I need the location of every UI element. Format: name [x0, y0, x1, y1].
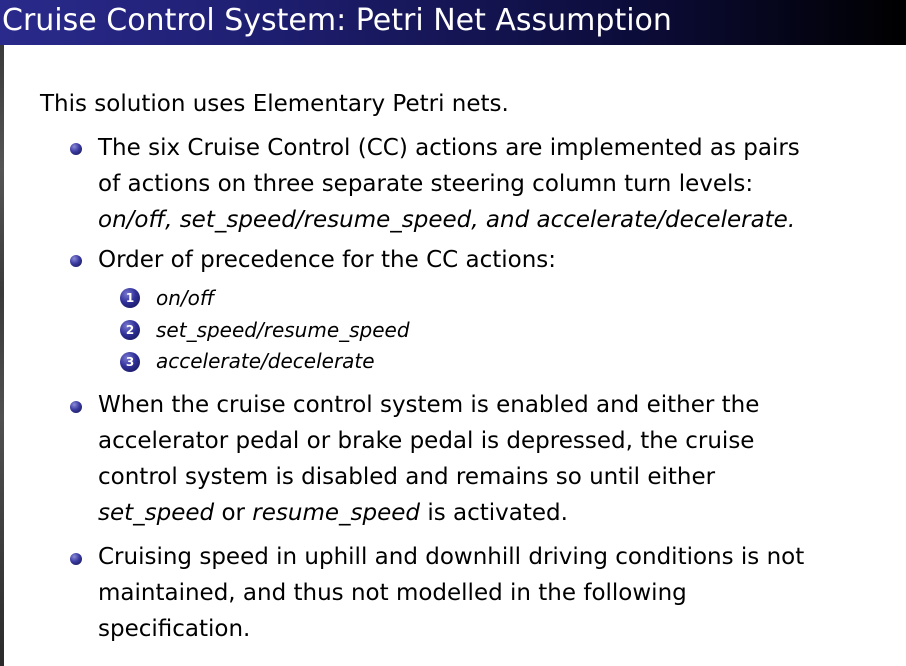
- bullet-line: When the cruise control system is enabled and either the: [98, 392, 760, 418]
- bullet-line: maintained, and thus not modelled in the following: [98, 580, 687, 606]
- bullet-dot-icon: [70, 401, 82, 413]
- bullet-line: on/off, set_speed/resume_speed, and accelerate/decelerate.: [98, 207, 796, 233]
- bullet-line: specification.: [98, 616, 251, 642]
- resume-speed-term: resume_speed: [252, 500, 421, 526]
- bullet-item-precedence: [98, 242, 556, 278]
- bullet-line: Order of precedence for the CC actions:: [98, 247, 557, 273]
- precedence-item: on/off: [156, 286, 215, 310]
- slide-title-bar: [0, 0, 906, 45]
- bullet-dot-icon: [70, 143, 82, 155]
- bullet-line: of actions on three separate steering column turn levels:: [98, 171, 754, 197]
- intro-text: This solution uses Elementary Petri nets.: [40, 91, 509, 117]
- bullet-line: accelerator pedal or brake pedal is depressed, the cruise: [98, 428, 755, 454]
- set-speed-term: set_speed: [98, 500, 215, 526]
- bullet-line: The six Cruise Control (CC) actions are implemented as pairs: [98, 135, 800, 161]
- bullet-item-uphill-downhill: [98, 539, 804, 647]
- precedence-item: accelerate/decelerate: [156, 349, 375, 373]
- number-1-icon: 1: [120, 288, 140, 308]
- bullet-line: [98, 495, 759, 531]
- bullet-dot-icon: [70, 553, 82, 565]
- precedence-item: set_speed/resume_speed: [156, 318, 410, 342]
- bullet-line: control system is disabled and remains so until either: [98, 464, 716, 490]
- number-2-icon: 2: [120, 320, 140, 340]
- slide-title: Cruise Control System: Petri Net Assumption: [2, 3, 672, 38]
- activated-text: is activated.: [420, 500, 568, 526]
- bullet-item-cc-actions: [98, 130, 800, 238]
- bullet-item-disable-condition: [98, 387, 759, 531]
- connector-text: or: [214, 500, 253, 526]
- bullet-line: Cruising speed in uphill and downhill driving conditions is not: [98, 544, 805, 570]
- left-window-edge: [0, 45, 4, 666]
- number-3-icon: 3: [120, 352, 140, 372]
- bullet-dot-icon: [70, 255, 82, 267]
